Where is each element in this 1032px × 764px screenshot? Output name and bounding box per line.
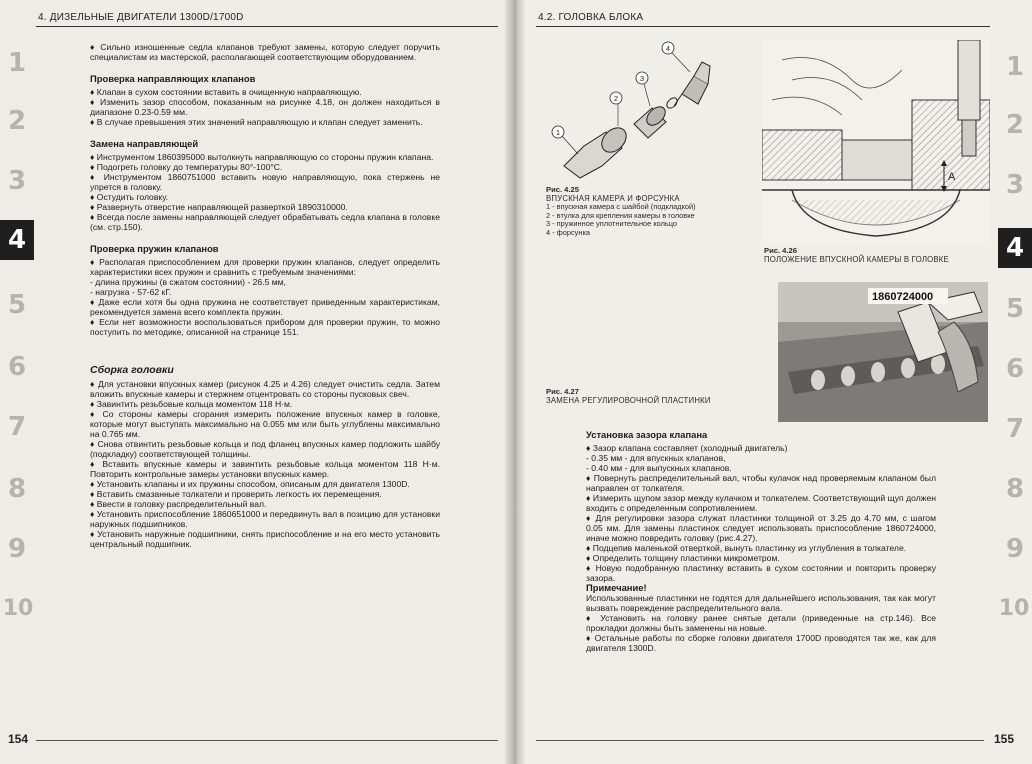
dimension-label-a: A (948, 171, 956, 183)
list-item: ♦ Определить толщину пластинки микрометром. (586, 553, 780, 563)
list-item: ♦ Со стороны камеры сгорания измерить положение впускных камер в головке, которые могут выступать максимально на 0.055 мм или быть углублены максимально на 0.765 мм. (90, 409, 440, 439)
legend-item: 3 - пружинное уплотнительное кольцо (546, 219, 678, 229)
list-item: ♦ Клапан в сухом состоянии вставить в очищенную направляющую. (90, 87, 362, 97)
right-running-header: 4.2. ГОЛОВКА БЛОКА (538, 12, 644, 23)
callout-1: 1 (555, 128, 561, 137)
chapter-tab-3: 3 (1005, 170, 1025, 200)
list-item: ♦ Ввести в головку распределительный вал. (90, 499, 267, 509)
list-item: ♦ Инструментом 1860751000 вставить новую направляющую, пока стержень не упрется в головку. (90, 172, 440, 192)
callout-4: 4 (665, 44, 671, 53)
left-running-header: 4. ДИЗЕЛЬНЫЕ ДВИГАТЕЛИ 1300D/1700D (38, 12, 244, 23)
figure-4-25-caption (546, 186, 706, 238)
list-item: ♦ Измерить щупом зазор между кулачком и толкателем. Соответствующий щуп должен входить с определенным сопротивлением. (586, 493, 936, 513)
list-item: ♦ Установить наружные подшипники, снять приспособление и на его место установить центральный подшипник. (90, 529, 440, 549)
list-item: ♦ Снова отвинтить резьбовые кольца и под фланец впускных камер подложить шайбу (подкладку) соответствующей толщины. (90, 439, 440, 459)
legend-item: 2 - втулка для крепления камеры в головке (546, 210, 695, 220)
right-footer-rule (536, 740, 984, 741)
list-item: ♦ Вставить впускные камеры и завинтить резьбовые кольца моментом 118 Н·м. Повторить контрольные замеры установки впускных камер. (90, 459, 440, 479)
right-page-number: 155 (994, 732, 1015, 746)
chapter-tab-7: 7 (7, 412, 27, 442)
list-item: ♦ Зазор клапана составляет (холодный двигатель) (586, 443, 788, 453)
list-item: - 0.40 мм - для выпускных клапанов. (586, 463, 732, 473)
list-item: - 0.35 мм - для впускных клапанов, (586, 453, 726, 463)
list-item: ♦ Новую подобранную пластинку вставить в сухом состоянии и повторить проверку зазора. (586, 563, 936, 583)
figure-4-27-title: Рис. 4.27 (546, 387, 579, 396)
section-title-guides-check: Проверка направляющих клапанов (90, 73, 256, 84)
chapter-tab-1: 1 (7, 48, 27, 78)
figure-4-26-title: Рис. 4.26 (764, 246, 797, 255)
left-footer-rule (36, 740, 498, 741)
section-title-head-assembly: Сборка головки (90, 364, 174, 376)
right-text-column (586, 430, 936, 653)
figure-4-27-tool-photo (778, 282, 988, 422)
figure-4-25-exploded-view (544, 36, 714, 184)
list-item: ♦ Остудить головку. (90, 192, 169, 202)
list-item: - нагрузка - 57-62 кГ. (90, 287, 172, 297)
list-item: ♦ Для установки впускных камер (рисунок 4.25 и 4.26) следует очистить седла. Затем вложить впускные камеры и стержнем отцентровать со стороны пусковых свеч. (90, 379, 440, 399)
list-item: ♦ Вставить смазанные толкатели и проверить легкость их перемещения. (90, 489, 382, 499)
list-item: ♦ Завинтить резьбовые кольца моментом 118 Н·м. (90, 399, 293, 409)
list-item: ♦ Установить клапаны и их пружины способом, описаным для двигателя 1300D. (90, 479, 410, 489)
chapter-tab-9: 9 (7, 534, 27, 564)
list-item: ♦ Для регулировки зазора служат пластинки толщиной от 3.25 до 4.70 мм, с шагом 0.05 мм. Для замены пластинок следует использовать приспособление 1860724000, иначе можно повредить головку (рис.4.27). (586, 513, 936, 543)
chapter-tab-6: 6 (1005, 354, 1025, 384)
chapter-tab-8: 8 (1005, 474, 1025, 504)
intro-paragraph: ♦ Сильно изношенные седла клапанов требуют замены, которую следует поручить специалистам из мастерской, располагающей соответствующим оборудованием. (90, 42, 440, 62)
figure-4-26-subtitle: ПОЛОЖЕНИЕ ВПУСКНОЙ КАМЕРЫ В ГОЛОВКЕ (764, 254, 949, 264)
left-text-column (90, 42, 440, 549)
chapter-tab-7: 7 (1005, 414, 1025, 444)
chapter-tab-1: 1 (1005, 52, 1025, 82)
list-item: ♦ Подцепив маленькой отверткой, вынуть пластинку из углубления в толкателе. (586, 543, 907, 553)
chapter-tab-4-active: 4 (998, 228, 1032, 268)
chapter-tab-10: 10 (2, 596, 34, 621)
list-item: ♦ Установить на головку ранее снятые детали (приведенные на стр.146). Все прокладки должны быть заменены на новые. (586, 613, 936, 633)
callout-3: 3 (639, 74, 645, 83)
callout-2: 2 (613, 94, 619, 103)
right-header-rule (536, 26, 990, 27)
list-item: ♦ Подогреть головку до температуры 80°-100°С. (90, 162, 283, 172)
left-page-number: 154 (8, 732, 29, 746)
list-item: ♦ Инструментом 1860395000 вытолкнуть направляющую со стороны пружин клапана. (90, 152, 434, 162)
legend-item: 4 - форсунка (546, 227, 590, 237)
figure-4-27-caption (546, 388, 766, 405)
section-title-springs-check: Проверка пружин клапанов (90, 243, 219, 254)
list-item: ♦ Если нет возможности воспользоваться прибором для проверки пружин, то можно поступить по методике, описанной на странице 151. (90, 317, 440, 337)
list-item: ♦ Остальные работы по сборке головки двигателя 1700D проводятся так же, как для двигателя 1300D. (586, 633, 936, 653)
chapter-tab-10: 10 (998, 596, 1030, 621)
left-page (0, 0, 514, 764)
figure-4-25-title: Рис. 4.25 (546, 185, 579, 194)
list-item: ♦ Установить приспособление 1860651000 и передвинуть вал в позицию для установки наружных подшипников. (90, 509, 440, 529)
list-item: ♦ Развернуть отверстие направляющей разверткой 1890310000. (90, 202, 348, 212)
left-header-rule (36, 26, 498, 27)
figure-4-27-subtitle: ЗАМЕНА РЕГУЛИРОВОЧНОЙ ПЛАСТИНКИ (546, 395, 711, 405)
chapter-tab-9: 9 (1005, 534, 1025, 564)
list-item: ♦ Даже если хотя бы одна пружина не соответствует приведенным характеристикам, рекомендуется замена всего комплекта пружин. (90, 297, 440, 317)
chapter-tab-4-active: 4 (0, 220, 34, 260)
note-text: Использованные пластинки не годятся для дальнейшего использования, так как могут вызвать повреждение распределительного вала. (586, 593, 936, 613)
list-item: ♦ В случае превышения этих значений направляющую и клапан следует заменить. (90, 117, 423, 127)
book-gutter (505, 0, 525, 764)
figure-4-26-section-view (762, 40, 990, 246)
list-item: ♦ Повернуть распределительный вал, чтобы кулачок над проверяемым клапаном был направлен от толкателя. (586, 473, 936, 493)
list-item: ♦ Располагая приспособлением для проверки пружин клапанов, следует определить характеристики всех пружин и сравнить с требуемым значениями: (90, 257, 440, 277)
chapter-tab-3: 3 (7, 166, 27, 196)
figure-4-26-caption (764, 247, 994, 264)
chapter-tab-5: 5 (1005, 294, 1025, 324)
chapter-tab-8: 8 (7, 474, 27, 504)
chapter-tab-5: 5 (7, 290, 27, 320)
right-page (514, 0, 1032, 764)
chapter-tab-2: 2 (7, 106, 27, 136)
list-item: - длина пружины (в сжатом состоянии) - 26.5 мм, (90, 277, 286, 287)
figure-4-25-subtitle: ВПУСКНАЯ КАМЕРА И ФОРСУНКА (546, 193, 680, 203)
list-item: ♦ Изменить зазор способом, показанным на рисунке 4.18, он должен находиться в диапазоне 0.23-0.59 мм. (90, 97, 440, 117)
tool-part-number-label: 1860724000 (872, 291, 934, 303)
legend-item: 1 - впускная камера с шайбой (подкладкой) (546, 202, 696, 212)
note-title: Примечание! (586, 582, 647, 593)
section-title-valve-clearance: Установка зазора клапана (586, 429, 708, 440)
chapter-tab-2: 2 (1005, 110, 1025, 140)
section-title-guide-replacement: Замена направляющей (90, 138, 199, 149)
list-item: ♦ Всегда после замены направляющей следует обрабатывать седла клапана в головке (см. стр.150). (90, 212, 440, 232)
chapter-tab-6: 6 (7, 352, 27, 382)
